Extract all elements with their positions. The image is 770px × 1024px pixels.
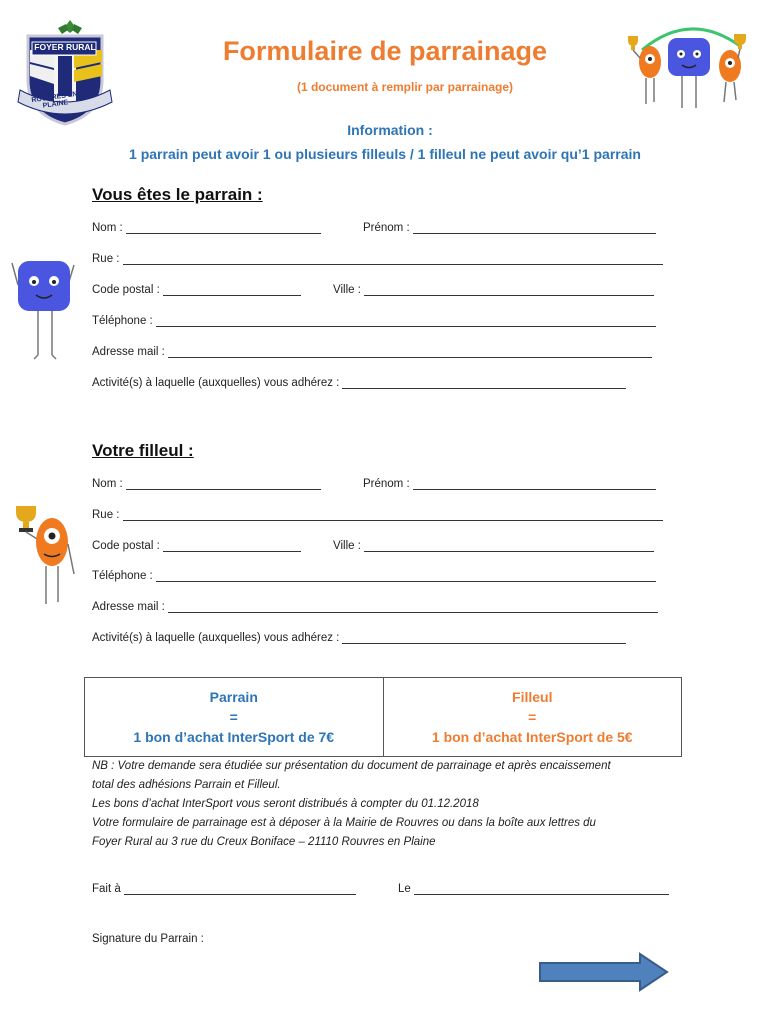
filleul-telephone-line [156,571,656,582]
signature-label: Signature du Parrain : [92,933,204,945]
next-arrow-icon[interactable] [538,952,670,992]
parrain-ville-label: Ville : [333,284,361,296]
parrain-activites-line [342,378,626,389]
parrain-telephone-line [156,316,656,327]
note-line: Votre formulaire de parrainage est à déposer à la Mairie de Rouvres ou dans la boîte aux lettres du [92,817,596,829]
information-text: 1 parrain peut avoir 1 ou plusieurs filleuls / 1 filleul ne peut avoir qu’1 parrain [129,146,641,162]
note-line: Foyer Rural au 3 rue du Creux Boniface – 21110 Rouvres en Plaine [92,836,436,848]
filleul-reward-label: Filleul [512,689,553,705]
filleul-activites-label: Activité(s) à laquelle (auxquelles) vous adhérez : [92,632,340,644]
parrain-reward-label: Parrain [209,689,258,705]
parrain-rue-line [123,254,663,265]
rewards-table [84,677,682,757]
parrain-section-title: Vous êtes le parrain : [92,185,263,204]
date-line [414,884,669,895]
mascot-orange-trophy-icon [12,500,78,610]
parrain-nom-label: Nom : [92,222,123,234]
page-title: Formulaire de parrainage [222,36,548,66]
filleul-reward-value: 1 bon d’achat InterSport de 5€ [431,729,633,745]
filleul-telephone-field[interactable] [92,570,656,582]
parrain-code-postal-field[interactable] [92,284,301,296]
logo-top-text: FOYER RURAL [34,42,96,52]
fait-a-line [124,884,356,895]
filleul-ville-field[interactable] [333,540,654,552]
parrain-reward-cell [85,678,384,756]
filleul-prenom-label: Prénom : [363,478,410,490]
fait-a-label: Fait à [92,883,121,895]
mascot-blue-icon [6,255,80,363]
information-heading: Information : [347,122,433,138]
parrain-prenom-label: Prénom : [363,222,410,234]
filleul-code-postal-field[interactable] [92,540,301,552]
parrain-reward-value: 1 bon d’achat InterSport de 7€ [133,729,335,745]
filleul-reward-cell [384,678,682,756]
parrain-reward-equals: = [229,709,238,725]
fait-a-field[interactable] [92,883,356,895]
date-field[interactable] [398,883,669,895]
logo-bottom-text: ROUVRES EN PLAINE [31,90,78,110]
filleul-nom-field[interactable] [92,478,321,490]
filleul-mail-label: Adresse mail : [92,601,165,613]
filleul-mail-field[interactable] [92,601,658,613]
filleul-section-title: Votre filleul : [92,441,194,460]
filleul-prenom-line [413,479,656,490]
parrain-ville-line [364,285,654,296]
page-subtitle: (1 document à remplir par parrainage) [296,80,514,94]
date-label: Le [398,883,411,895]
filleul-ville-line [364,541,654,552]
parrain-code-postal-label: Code postal : [92,284,160,296]
parrain-mail-line [168,347,652,358]
filleul-rue-label: Rue : [92,509,120,521]
filleul-telephone-label: Téléphone : [92,570,153,582]
note-block [92,757,692,852]
filleul-prenom-field[interactable] [363,478,656,490]
parrain-telephone-field[interactable] [92,315,656,327]
parrain-rue-label: Rue : [92,253,120,265]
parrain-ville-field[interactable] [333,284,654,296]
filleul-reward-equals: = [528,709,537,725]
parrain-activites-field[interactable] [92,377,626,389]
note-line: total des adhésions Parrain et Filleul. [92,779,281,791]
parrain-telephone-label: Téléphone : [92,315,153,327]
parrain-rue-field[interactable] [92,253,663,265]
filleul-mail-line [168,602,658,613]
filleul-nom-line [126,479,321,490]
note-line: Les bons d’achat InterSport vous seront distribués à compter du 01.12.2018 [92,798,479,810]
parrain-prenom-line [413,223,656,234]
filleul-code-postal-line [163,541,301,552]
filleul-rue-field[interactable] [92,509,663,521]
parrain-mail-field[interactable] [92,346,652,358]
filleul-ville-label: Ville : [333,540,361,552]
filleul-activites-line [342,633,626,644]
parrain-code-postal-line [163,285,301,296]
note-line: NB : Votre demande sera étudiée sur présentation du document de parrainage et après encaissement [92,760,611,772]
parrain-activites-label: Activité(s) à laquelle (auxquelles) vous adhérez : [92,377,340,389]
parrain-nom-line [126,223,321,234]
filleul-code-postal-label: Code postal : [92,540,160,552]
parrain-mail-label: Adresse mail : [92,346,165,358]
filleul-activites-field[interactable] [92,632,626,644]
filleul-nom-label: Nom : [92,478,123,490]
parrain-nom-field[interactable] [92,222,321,234]
parrain-prenom-field[interactable] [363,222,656,234]
filleul-rue-line [123,510,663,521]
